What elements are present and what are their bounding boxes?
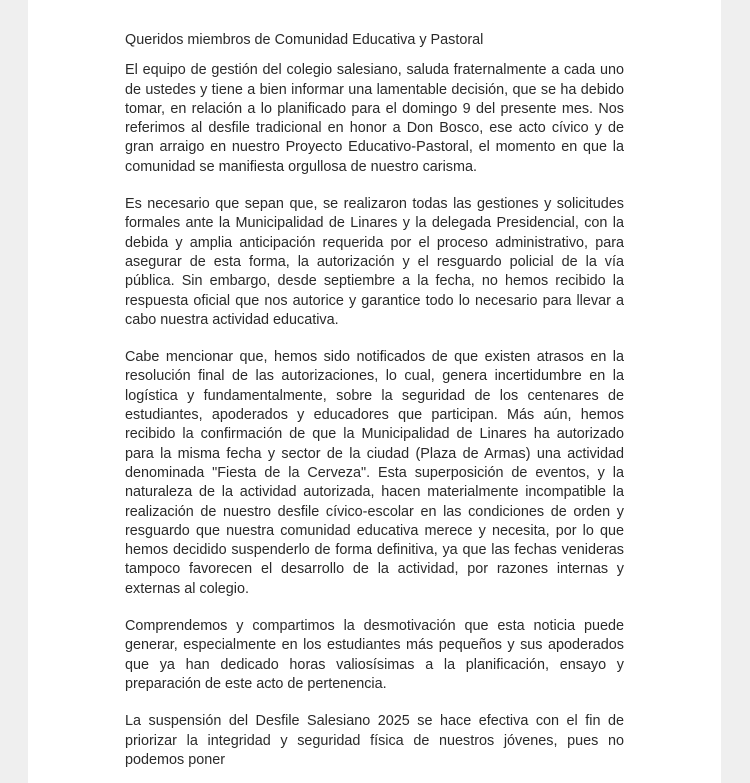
paragraph-suspension: La suspensión del Desfile Salesiano 2025 se hace efectiva con el fin de priorizar la integridad y seguridad física de nuestros jóvenes, pues no podemos poner <box>125 713 624 768</box>
letter-body <box>125 31 624 783</box>
paragraph-conflict: Cabe mencionar que, hemos sido notificados de que existen atrasos en la resolución final de las autorizaciones, lo cual, genera incertidumbre en la logística y fundamentalmente, sobre la seguridad de los centenares de estudiantes, apoderados y educadores que participan. Más aún, hemos recibido la confirmación de que la Municipalidad de Linares ha autorizado para la misma fecha y sector de la ciudad (Plaza de Armas) una actividad denominada "Fiesta de la Cerveza". Esta superposición de eventos, y la naturaleza de la actividad autorizada, hacen materialmente incompatible la realización de nuestro desfile cívico-escolar en las condiciones de orden y resguardo que nuestra comunidad educativa merece y necesita, por lo que hemos decidido suspenderlo de forma definitiva, ya que las fechas venideras tampoco favorecen el desarrollo de la actividad, por razones internas y externas al colegio. <box>125 349 624 597</box>
document-page <box>28 0 721 783</box>
letter-salutation: Queridos miembros de Comunidad Educativa y Pastoral <box>125 32 484 48</box>
paragraph-requests: Es necesario que sepan que, se realizaron todas las gestiones y solicitudes formales ante la Municipalidad de Linares y la delegada Presidencial, con la debida y amplia anticipación requerida por el proceso administrativo, para asegurar de esta forma, la autorización y el resguardo policial de la vía pública. Sin embargo, desde septiembre a la fecha, no hemos recibido la respuesta oficial que nos autorice y garantice todo lo necesario para llevar a cabo nuestra actividad educativa. <box>125 196 624 328</box>
paragraph-announcement: El equipo de gestión del colegio salesiano, saluda fraternalmente a cada uno de ustedes y tiene a bien informar una lamentable decisión, que se ha debido tomar, en relación a lo planificado para el domingo 9 del presente mes. Nos referimos al desfile tradicional en honor a Don Bosco, ese acto cívico y de gran arraigo en nuestro Proyecto Educativo-Pastoral, el momento en que la comunidad se manifiesta orgullosa de nuestro carisma. <box>125 62 624 175</box>
paragraph-empathy: Comprendemos y compartimos la desmotivación que esta noticia puede generar, especialmente en los estudiantes más pequeños y sus apoderados que ya han dedicado horas valiosísimas a la planificación, ensayo y preparación de este acto de pertenencia. <box>125 618 624 692</box>
